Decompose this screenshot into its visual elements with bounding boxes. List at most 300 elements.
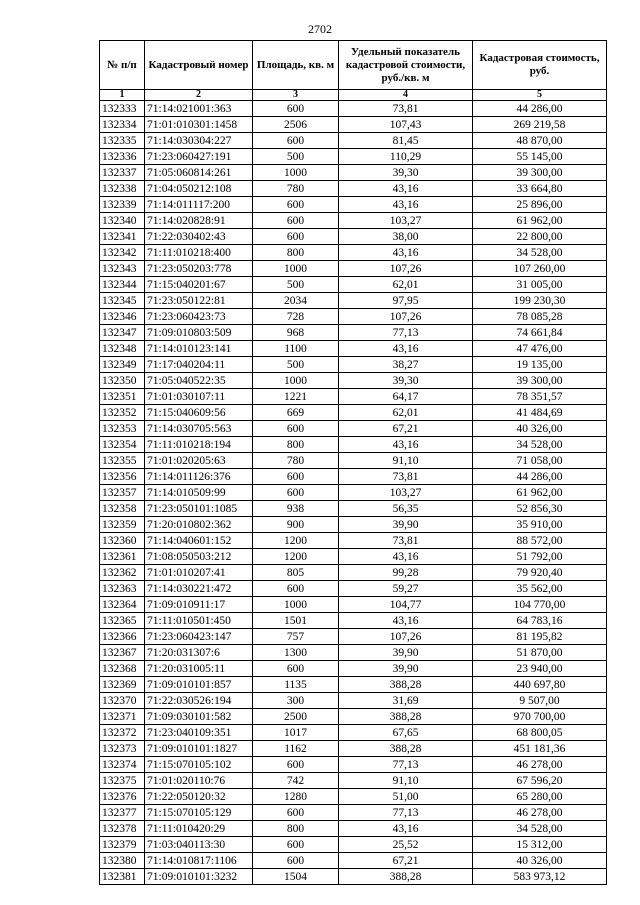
unit-rate-cell: 62,01: [339, 405, 473, 421]
row-number-cell: 132356: [100, 469, 145, 485]
unit-rate-cell: 64,17: [339, 389, 473, 405]
area-cell: 780: [253, 453, 339, 469]
cadastral-value-cell: 78 085,28: [473, 309, 607, 325]
cadastral-value-cell: 47 476,00: [473, 341, 607, 357]
table-row: [100, 677, 607, 693]
unit-rate-cell: 107,43: [339, 117, 473, 133]
cadastral-value-cell: 583 973,12: [473, 869, 607, 885]
row-number-cell: 132380: [100, 853, 145, 869]
unit-rate-cell: 67,21: [339, 421, 473, 437]
row-number-cell: 132341: [100, 229, 145, 245]
unit-rate-cell: 91,10: [339, 773, 473, 789]
cadastral-value-cell: 40 326,00: [473, 421, 607, 437]
area-cell: 600: [253, 469, 339, 485]
cadastral-value-cell: 48 870,00: [473, 133, 607, 149]
unit-rate-cell: 103,27: [339, 485, 473, 501]
column-number: 1: [100, 90, 145, 101]
cadastral-value-cell: 269 219,58: [473, 117, 607, 133]
cadastral-number-cell: 71:01:030107:11: [145, 389, 253, 405]
area-cell: 2506: [253, 117, 339, 133]
unit-rate-cell: 107,26: [339, 309, 473, 325]
row-number-cell: 132363: [100, 581, 145, 597]
cadastral-number-cell: 71:05:040522:35: [145, 373, 253, 389]
cadastral-number-cell: 71:14:010509:99: [145, 485, 253, 501]
cadastral-value-cell: 33 664,80: [473, 181, 607, 197]
cadastral-number-cell: 71:14:020828:91: [145, 213, 253, 229]
column-number: 2: [145, 90, 253, 101]
cadastral-value-cell: 34 528,00: [473, 437, 607, 453]
cadastral-number-cell: 71:14:030304:227: [145, 133, 253, 149]
cadastral-value-cell: 79 920,40: [473, 565, 607, 581]
area-cell: 900: [253, 517, 339, 533]
unit-rate-cell: 388,28: [339, 741, 473, 757]
table-body: [100, 101, 607, 885]
table-row: [100, 613, 607, 629]
cadastral-value-cell: 78 351,57: [473, 389, 607, 405]
cadastral-number-cell: 71:15:040609:56: [145, 405, 253, 421]
row-number-cell: 132371: [100, 709, 145, 725]
row-number-cell: 132359: [100, 517, 145, 533]
cadastral-number-cell: 71:11:010420:29: [145, 821, 253, 837]
page-number: 2702: [308, 22, 332, 36]
area-cell: 600: [253, 757, 339, 773]
table-row: [100, 133, 607, 149]
cadastral-number-cell: 71:23:060427:191: [145, 149, 253, 165]
table-row: [100, 805, 607, 821]
column-number-row: [100, 90, 607, 101]
row-number-cell: 132362: [100, 565, 145, 581]
cadastral-number-cell: 71:20:031307:6: [145, 645, 253, 661]
table-row: [100, 661, 607, 677]
area-cell: 757: [253, 629, 339, 645]
area-cell: 1000: [253, 165, 339, 181]
row-number-cell: 132336: [100, 149, 145, 165]
table-row: [100, 245, 607, 261]
table-row: [100, 325, 607, 341]
area-cell: 938: [253, 501, 339, 517]
row-number-cell: 132348: [100, 341, 145, 357]
cadastral-value-cell: 51 870,00: [473, 645, 607, 661]
row-number-cell: 132346: [100, 309, 145, 325]
cadastral-value-cell: 199 230,30: [473, 293, 607, 309]
row-number-cell: 132353: [100, 421, 145, 437]
cadastral-number-cell: 71:01:020110:76: [145, 773, 253, 789]
unit-rate-cell: 39,30: [339, 165, 473, 181]
cadastral-number-cell: 71:11:010218:400: [145, 245, 253, 261]
table-row: [100, 741, 607, 757]
cadastral-value-cell: 64 783,16: [473, 613, 607, 629]
cadastral-number-cell: 71:09:010911:17: [145, 597, 253, 613]
area-cell: 1504: [253, 869, 339, 885]
unit-rate-cell: 43,16: [339, 613, 473, 629]
cadastral-number-cell: 71:14:030705:563: [145, 421, 253, 437]
row-number-cell: 132373: [100, 741, 145, 757]
area-cell: 600: [253, 581, 339, 597]
area-cell: 1000: [253, 261, 339, 277]
cadastral-value-cell: 52 856,30: [473, 501, 607, 517]
row-number-cell: 132374: [100, 757, 145, 773]
cadastral-value-cell: 46 278,00: [473, 757, 607, 773]
cadastral-value-cell: 88 572,00: [473, 533, 607, 549]
row-number-cell: 132352: [100, 405, 145, 421]
cadastral-value-cell: 107 260,00: [473, 261, 607, 277]
unit-rate-cell: 43,16: [339, 437, 473, 453]
table-row: [100, 405, 607, 421]
table-row: [100, 485, 607, 501]
unit-rate-cell: 25,52: [339, 837, 473, 853]
cadastral-number-cell: 71:09:010101:1827: [145, 741, 253, 757]
row-number-cell: 132372: [100, 725, 145, 741]
cadastral-number-cell: 71:17:040204:11: [145, 357, 253, 373]
area-cell: 800: [253, 245, 339, 261]
unit-rate-cell: 104,77: [339, 597, 473, 613]
table-row: [100, 421, 607, 437]
cadastral-value-cell: 22 800,00: [473, 229, 607, 245]
cadastral-number-cell: 71:14:021001:363: [145, 101, 253, 117]
cadastral-number-cell: 71:09:010101:3232: [145, 869, 253, 885]
row-number-cell: 132340: [100, 213, 145, 229]
row-number-cell: 132345: [100, 293, 145, 309]
cadastral-value-cell: 44 286,00: [473, 101, 607, 117]
cadastral-number-cell: 71:23:050101:1085: [145, 501, 253, 517]
table-row: [100, 709, 607, 725]
area-cell: 600: [253, 853, 339, 869]
table-row: [100, 581, 607, 597]
unit-rate-cell: 62,01: [339, 277, 473, 293]
table-row: [100, 597, 607, 613]
table-row: [100, 517, 607, 533]
unit-rate-cell: 77,13: [339, 805, 473, 821]
row-number-cell: 132351: [100, 389, 145, 405]
unit-rate-cell: 107,26: [339, 261, 473, 277]
area-cell: 600: [253, 133, 339, 149]
area-cell: 600: [253, 421, 339, 437]
row-number-cell: 132358: [100, 501, 145, 517]
table-row: [100, 453, 607, 469]
unit-rate-cell: 73,81: [339, 101, 473, 117]
row-number-cell: 132342: [100, 245, 145, 261]
area-cell: 500: [253, 149, 339, 165]
cadastral-number-cell: 71:11:010501:450: [145, 613, 253, 629]
cadastral-value-cell: 61 962,00: [473, 213, 607, 229]
table-row: [100, 117, 607, 133]
unit-rate-cell: 77,13: [339, 757, 473, 773]
cadastral-number-cell: 71:14:011126:376: [145, 469, 253, 485]
unit-rate-cell: 97,95: [339, 293, 473, 309]
cadastral-number-cell: 71:08:050503:212: [145, 549, 253, 565]
table-row: [100, 261, 607, 277]
row-number-cell: 132350: [100, 373, 145, 389]
row-number-cell: 132377: [100, 805, 145, 821]
area-cell: 500: [253, 277, 339, 293]
row-number-cell: 132376: [100, 789, 145, 805]
row-number-cell: 132364: [100, 597, 145, 613]
row-number-cell: 132378: [100, 821, 145, 837]
unit-rate-cell: 388,28: [339, 709, 473, 725]
table-row: [100, 213, 607, 229]
row-number-cell: 132347: [100, 325, 145, 341]
area-cell: 1000: [253, 373, 339, 389]
header-cadastral-value: Кадастровая стоимость, руб.: [473, 41, 607, 90]
cadastral-value-cell: 74 661,84: [473, 325, 607, 341]
unit-rate-cell: 59,27: [339, 581, 473, 597]
row-number-cell: 132369: [100, 677, 145, 693]
row-number-cell: 132338: [100, 181, 145, 197]
cadastral-value-cell: 67 596,20: [473, 773, 607, 789]
row-number-cell: 132367: [100, 645, 145, 661]
area-cell: 728: [253, 309, 339, 325]
unit-rate-cell: 43,16: [339, 821, 473, 837]
table-row: [100, 645, 607, 661]
cadastral-number-cell: 71:23:050203:778: [145, 261, 253, 277]
cadastral-number-cell: 71:09:010101:857: [145, 677, 253, 693]
unit-rate-cell: 67,21: [339, 853, 473, 869]
area-cell: 1221: [253, 389, 339, 405]
table-row: [100, 309, 607, 325]
area-cell: 2034: [253, 293, 339, 309]
area-cell: 500: [253, 357, 339, 373]
area-cell: 780: [253, 181, 339, 197]
area-cell: 1200: [253, 533, 339, 549]
table-row: [100, 693, 607, 709]
cadastral-number-cell: 71:14:030221:472: [145, 581, 253, 597]
table-row: [100, 341, 607, 357]
table-row: [100, 229, 607, 245]
table-row: [100, 357, 607, 373]
row-number-cell: 132333: [100, 101, 145, 117]
table-row: [100, 277, 607, 293]
area-cell: 600: [253, 837, 339, 853]
table-row: [100, 437, 607, 453]
cadastral-value-cell: 970 700,00: [473, 709, 607, 725]
unit-rate-cell: 43,16: [339, 197, 473, 213]
table-row: [100, 181, 607, 197]
table-row: [100, 149, 607, 165]
area-cell: 1280: [253, 789, 339, 805]
unit-rate-cell: 39,90: [339, 645, 473, 661]
cadastral-value-cell: 46 278,00: [473, 805, 607, 821]
cadastral-number-cell: 71:20:010802:362: [145, 517, 253, 533]
area-cell: 1100: [253, 341, 339, 357]
table-row: [100, 389, 607, 405]
area-cell: 805: [253, 565, 339, 581]
cadastral-value-cell: 35 562,00: [473, 581, 607, 597]
table-row: [100, 773, 607, 789]
unit-rate-cell: 38,27: [339, 357, 473, 373]
row-number-cell: 132375: [100, 773, 145, 789]
area-cell: 600: [253, 661, 339, 677]
cadastral-value-cell: 39 300,00: [473, 165, 607, 181]
row-number-cell: 132343: [100, 261, 145, 277]
row-number-cell: 132354: [100, 437, 145, 453]
unit-rate-cell: 39,90: [339, 517, 473, 533]
area-cell: 600: [253, 485, 339, 501]
table-row: [100, 549, 607, 565]
cadastral-number-cell: 71:14:011117:200: [145, 197, 253, 213]
cadastral-number-cell: 71:22:030526:194: [145, 693, 253, 709]
unit-rate-cell: 39,90: [339, 661, 473, 677]
area-cell: 600: [253, 197, 339, 213]
area-cell: 600: [253, 229, 339, 245]
area-cell: 600: [253, 101, 339, 117]
cadastral-value-cell: 68 800,05: [473, 725, 607, 741]
cadastral-number-cell: 71:11:010218:194: [145, 437, 253, 453]
table-row: [100, 565, 607, 581]
cadastral-value-cell: 440 697,80: [473, 677, 607, 693]
row-number-cell: 132365: [100, 613, 145, 629]
header-row-number: № п/п: [100, 41, 145, 90]
area-cell: 300: [253, 693, 339, 709]
unit-rate-cell: 388,28: [339, 677, 473, 693]
row-number-cell: 132370: [100, 693, 145, 709]
unit-rate-cell: 110,29: [339, 149, 473, 165]
unit-rate-cell: 77,13: [339, 325, 473, 341]
cadastral-value-cell: 34 528,00: [473, 821, 607, 837]
area-cell: 1017: [253, 725, 339, 741]
cadastral-number-cell: 71:14:040601:152: [145, 533, 253, 549]
cadastral-value-cell: 81 195,82: [473, 629, 607, 645]
unit-rate-cell: 107,26: [339, 629, 473, 645]
cadastral-number-cell: 71:23:040109:351: [145, 725, 253, 741]
table-row: [100, 197, 607, 213]
row-number-cell: 132366: [100, 629, 145, 645]
table-row: [100, 373, 607, 389]
area-cell: 742: [253, 773, 339, 789]
area-cell: 600: [253, 805, 339, 821]
column-number: 4: [339, 90, 473, 101]
cadastral-value-cell: 9 507,00: [473, 693, 607, 709]
cadastral-value-cell: 55 145,00: [473, 149, 607, 165]
unit-rate-cell: 81,45: [339, 133, 473, 149]
row-number-cell: 132381: [100, 869, 145, 885]
row-number-cell: 132335: [100, 133, 145, 149]
unit-rate-cell: 43,16: [339, 181, 473, 197]
cadastral-value-cell: 39 300,00: [473, 373, 607, 389]
table-row: [100, 725, 607, 741]
area-cell: 600: [253, 213, 339, 229]
cadastral-number-cell: 71:01:010207:41: [145, 565, 253, 581]
column-number: 5: [473, 90, 607, 101]
cadastral-number-cell: 71:23:060423:147: [145, 629, 253, 645]
cadastral-value-cell: 35 910,00: [473, 517, 607, 533]
cadastral-value-cell: 71 058,00: [473, 453, 607, 469]
table-row: [100, 821, 607, 837]
area-cell: 800: [253, 821, 339, 837]
cadastral-number-cell: 71:15:070105:129: [145, 805, 253, 821]
cadastral-value-cell: 23 940,00: [473, 661, 607, 677]
table-row: [100, 165, 607, 181]
cadastral-number-cell: 71:22:050120:32: [145, 789, 253, 805]
row-number-cell: 132360: [100, 533, 145, 549]
cadastral-number-cell: 71:09:010803:509: [145, 325, 253, 341]
table-row: [100, 293, 607, 309]
cadastral-value-cell: 34 528,00: [473, 245, 607, 261]
area-cell: 968: [253, 325, 339, 341]
unit-rate-cell: 73,81: [339, 533, 473, 549]
cadastral-number-cell: 71:20:031005:11: [145, 661, 253, 677]
table-row: [100, 629, 607, 645]
cadastral-number-cell: 71:23:050122:81: [145, 293, 253, 309]
area-cell: 1501: [253, 613, 339, 629]
unit-rate-cell: 99,28: [339, 565, 473, 581]
row-number-cell: 132337: [100, 165, 145, 181]
cadastral-value-cell: 15 312,00: [473, 837, 607, 853]
unit-rate-cell: 31,69: [339, 693, 473, 709]
row-number-cell: 132368: [100, 661, 145, 677]
cadastral-value-cell: 41 484,69: [473, 405, 607, 421]
unit-rate-cell: 103,27: [339, 213, 473, 229]
table-row: [100, 469, 607, 485]
area-cell: 1300: [253, 645, 339, 661]
unit-rate-cell: 43,16: [339, 549, 473, 565]
cadastral-number-cell: 71:15:070105:102: [145, 757, 253, 773]
unit-rate-cell: 56,35: [339, 501, 473, 517]
table-row: [100, 501, 607, 517]
header-cadastral-number: Кадастровый номер: [145, 41, 253, 90]
cadastral-number-cell: 71:05:060814:261: [145, 165, 253, 181]
area-cell: 1000: [253, 597, 339, 613]
table-row: [100, 101, 607, 117]
row-number-cell: 132355: [100, 453, 145, 469]
cadastral-value-cell: 25 896,00: [473, 197, 607, 213]
header-row: [100, 41, 607, 90]
area-cell: 669: [253, 405, 339, 421]
row-number-cell: 132344: [100, 277, 145, 293]
unit-rate-cell: 67,65: [339, 725, 473, 741]
area-cell: 1162: [253, 741, 339, 757]
area-cell: 1135: [253, 677, 339, 693]
table-row: [100, 869, 607, 885]
unit-rate-cell: 51,00: [339, 789, 473, 805]
table-row: [100, 837, 607, 853]
cadastral-number-cell: 71:15:040201:67: [145, 277, 253, 293]
cadastral-number-cell: 71:03:040113:30: [145, 837, 253, 853]
column-number: 3: [253, 90, 339, 101]
cadastral-value-cell: 51 792,00: [473, 549, 607, 565]
cadastral-number-cell: 71:09:030101:582: [145, 709, 253, 725]
area-cell: 1200: [253, 549, 339, 565]
unit-rate-cell: 43,16: [339, 245, 473, 261]
unit-rate-cell: 73,81: [339, 469, 473, 485]
table-header: [100, 41, 607, 101]
cadastral-number-cell: 71:23:060423:73: [145, 309, 253, 325]
cadastral-number-cell: 71:14:010123:141: [145, 341, 253, 357]
area-cell: 800: [253, 437, 339, 453]
cadastral-value-cell: 19 135,00: [473, 357, 607, 373]
row-number-cell: 132361: [100, 549, 145, 565]
cadastral-number-cell: 71:22:030402:43: [145, 229, 253, 245]
cadastral-number-cell: 71:01:010301:1458: [145, 117, 253, 133]
cadastral-value-cell: 31 005,00: [473, 277, 607, 293]
table-row: [100, 757, 607, 773]
table-row: [100, 533, 607, 549]
table-row: [100, 853, 607, 869]
cadastral-value-cell: 61 962,00: [473, 485, 607, 501]
row-number-cell: 132334: [100, 117, 145, 133]
table-row: [100, 789, 607, 805]
header-area: Площадь, кв. м: [253, 41, 339, 90]
cadastral-value-cell: 44 286,00: [473, 469, 607, 485]
unit-rate-cell: 388,28: [339, 869, 473, 885]
unit-rate-cell: 91,10: [339, 453, 473, 469]
unit-rate-cell: 38,00: [339, 229, 473, 245]
cadastral-value-table: [99, 40, 607, 885]
row-number-cell: 132339: [100, 197, 145, 213]
cadastral-value-cell: 65 280,00: [473, 789, 607, 805]
cadastral-value-cell: 451 181,36: [473, 741, 607, 757]
row-number-cell: 132349: [100, 357, 145, 373]
header-unit-rate: Удельный показатель кадастровой стоимости, руб./кв. м: [339, 41, 473, 90]
